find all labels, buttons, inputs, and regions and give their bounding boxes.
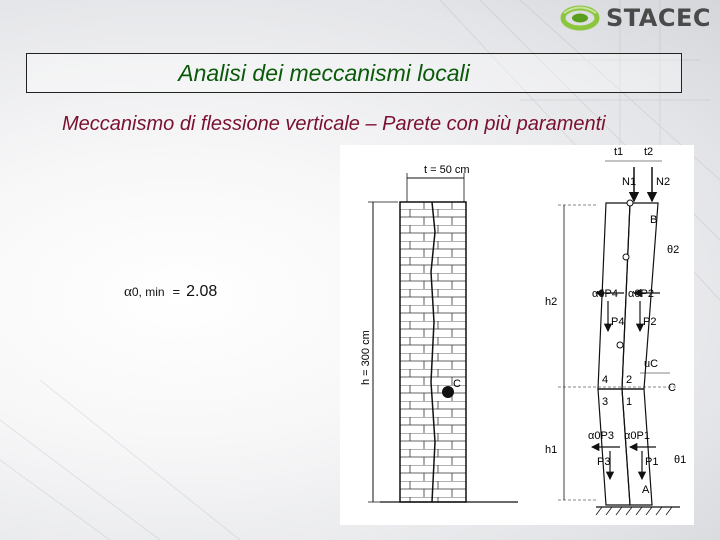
a0p3-label: α0P3 [588, 430, 614, 442]
c-label: C [668, 382, 676, 394]
height-label: h = 300 cm [360, 330, 372, 385]
n1-number-label: 1 [626, 396, 633, 408]
a0p2-label: α0P2 [628, 288, 654, 300]
theta1-label: θ1 [674, 454, 687, 466]
t2-label: t2 [644, 146, 654, 158]
mechanism-figure [340, 145, 694, 525]
equals-sign: = [172, 284, 181, 299]
alpha-formula [124, 283, 217, 301]
n4-label: 4 [602, 374, 609, 386]
n2-number-label: 2 [626, 374, 633, 386]
alpha-value: 2.08 [186, 283, 218, 300]
b-label: B [650, 214, 658, 226]
theta2-label: θ2 [667, 244, 680, 256]
p3-label: P3 [597, 456, 611, 468]
h1-label: h1 [545, 444, 558, 456]
h2-label: h2 [545, 296, 558, 308]
uc-label: uC [644, 358, 659, 370]
p4-label: P4 [611, 316, 625, 328]
title-box [26, 53, 682, 93]
a0p4-label: α0P4 [592, 288, 618, 300]
mechanism-scheme [545, 146, 686, 515]
t1-label: t1 [614, 146, 624, 158]
a0p1-label: α0P1 [624, 430, 650, 442]
wall-elevation [360, 164, 518, 502]
thickness-label: t = 50 cm [424, 164, 470, 176]
mechanism-diagram [340, 145, 694, 525]
n1-label: N1 [622, 176, 637, 188]
n3-label: 3 [602, 396, 609, 408]
stacec-logo-mark-icon [560, 4, 600, 32]
alpha-symbol: α [124, 284, 132, 300]
hinge-label: C [453, 378, 461, 390]
slide-title: Analisi dei meccanismi locali [178, 59, 470, 86]
n2-label: N2 [656, 176, 671, 188]
logo-text: STACEC [606, 4, 711, 32]
alpha-subscript: 0, min [131, 285, 165, 299]
p2-label: P2 [643, 316, 657, 328]
stacec-logo [560, 4, 711, 32]
slide-subtitle: Meccanismo di flessione verticale – Parete con più paramenti [62, 113, 606, 135]
a-label: A [642, 484, 650, 496]
p1-label: P1 [645, 456, 659, 468]
